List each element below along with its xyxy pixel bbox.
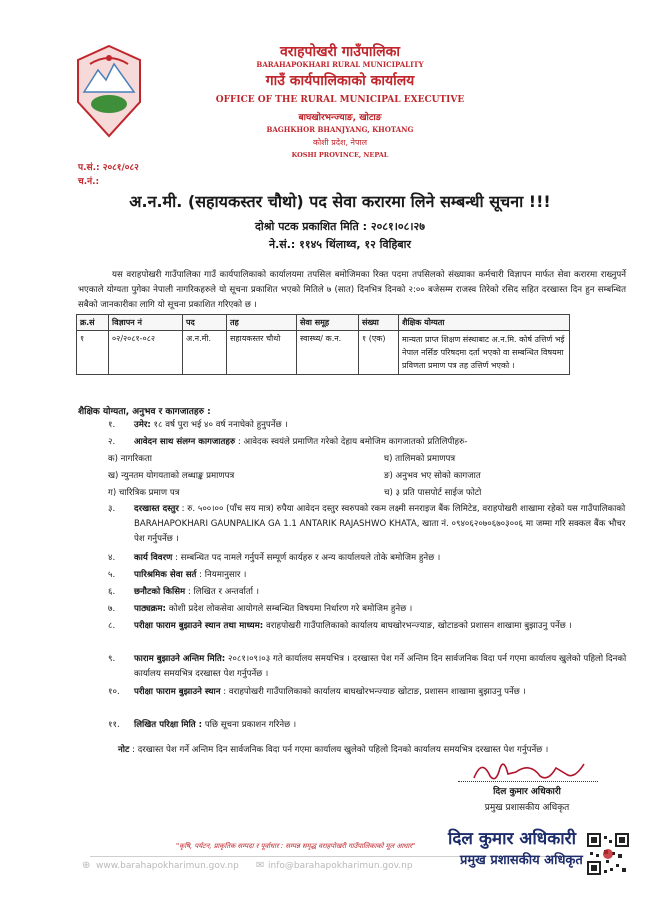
province-en: KOSHI PROVINCE, NEPAL [291,151,389,159]
signatory-title: प्रमुख प्रशासकीय अधिकृत [484,803,570,813]
item-label: आवेदन साथ संलग्न कागजातहरु [134,437,236,447]
cell-count: १ (एक) [359,331,399,375]
doc-citizenship: क) नागरिकता [108,454,152,464]
notice-title: अ.न.मी. (सहायकस्तर चौथो) पद सेवा करारमा लिने सम्बन्धी सूचना !!! [129,192,551,211]
item-label: दरखास्त दस्तुर [134,504,179,514]
th-post: पद [183,315,227,331]
item-number: ९. [108,654,116,664]
item-text: : रु. ५००।०० (पाँच सय मात्र) रुपैया आवेदन दस्तुर स्वरुपको रकम लक्ष्मी सनराइज बैंक लिमिटेड, वराहपोखरी शाखामा रहेको यस गाउँपालिकाको BARAHAPOKHARI GAUNPALIKA GA 1.1 ANTARIK RAJASHWO KHATA, खाता नं. ०९४०६२०७०६७०३००६ मा जम्मा गरि सक्कल बैंक भौचर पेश गर्नुपर्नेछ । [134,504,626,544]
item-text: : लिखित र अन्तर्वार्ता । [187,587,259,597]
item-label: पारिश्रमिक सेवा सर्त [134,570,197,580]
nepal-sambat-date: ने.सं.: ११४५ थिंलाथ्व, १२ विहिबार [269,238,411,251]
item-number: २. [108,437,116,447]
item-number: ७. [108,604,116,614]
vacancy-table [76,314,570,375]
item-syllabus [108,602,628,617]
item-exam-form-place [108,685,628,700]
item-label: कार्य विवरण [134,553,173,563]
dispatch-number: च.नं.: [78,177,100,187]
item-label: छनौटको किसिम [134,587,186,597]
doc-character: ग) चारित्रिक प्रमाण पत्र [108,488,180,498]
th-sn: क्र.सं [77,315,109,331]
doc-marksheet: ख) न्युनतम योगयताको लब्धाङ्क प्रमाणपत्र [108,471,235,481]
footer-email[interactable]: info@barahapokharimun.gov.np [268,861,413,871]
note-label: नोट [118,745,130,755]
nepal-emblem-logo [70,42,148,138]
th-count: संख्या [359,315,399,331]
mail-icon: ✉ [256,860,265,871]
item-deadline [108,652,628,682]
item-number: ४. [108,553,116,563]
cell-ad-no: ०२/२०८१-०८२ [109,331,183,375]
item-number: ८. [108,621,116,631]
letter-number: प.सं.: २०८१/०८२ [78,163,139,173]
item-documents [108,435,628,450]
municipality-name-en: BARAHAPOKHARI RURAL MUNICIPALITY [256,60,424,69]
item-number: ५. [108,570,116,580]
item-text: : आवेदक स्वयंले प्रमाणित गरेको देहाय बमोजिम कागजातको प्रतिलिपीहरु- [237,437,468,447]
item-label: परीक्षा फाराम बुझाउने स्थान तथा माध्यम: [134,621,264,631]
address-en: BAGHKHOR BHANJYANG, KHOTANG [266,125,414,134]
province-np: कोशी प्रदेश, नेपाल [312,138,368,147]
th-service-group: सेवा समूह [297,315,359,331]
item-label: फाराम बुझाउने अन्तिम मिति: [134,654,226,664]
office-name-np: गाउँ कार्यपालिकाको कार्यालय [265,73,415,89]
name-stamp-line1: दिल कुमार अधिकारी [448,829,577,849]
item-number: ३. [108,504,116,514]
item-text: १८ वर्ष पुरा भई ४० वर्ष ननाघेको हुनुपर्नेछ । [153,420,288,430]
cell-level: सहायकस्तर चौथो [227,331,297,375]
item-number: ६. [108,587,116,597]
publish-date: दोश्रो पटक प्रकाशित मिति : २०८१।०८।२७ [255,220,425,233]
item-remuneration [108,568,628,583]
office-name-en: OFFICE OF THE RURAL MUNICIPAL EXECUTIVE [215,95,465,105]
intro-paragraph: यस वराहपोखरी गाउँपालिका गाउँ कार्यपालिकाको कार्यालयमा तपसिल बमोजिमका रिक्त पदमा तपसिलको संख्याका कर्मचारी विज्ञापन मार्फत सेवा करारमा राख्नुपर्ने भएकाले योग्यता पुगेका नेपाली नागरिकहरुले यो सूचना प्रकाशित भएको मितिले ७ (सात) दिनभित्र दिनको २:०० बजेसम्म राजस्व तिरेको रसिद सहित दरखास्त दिन हुन सम्बन्धित सबैको जानकारीका लागि यो सूचना प्रकाशित गरिएको छ । [78,270,626,310]
footer-website[interactable]: www.barahapokharimun.gov.np [96,861,239,871]
cell-service-group: स्वास्थ्य/ क.न. [297,331,359,375]
item-number: १. [108,420,116,430]
item-text: २०८१।०९।०३ गते कार्यालय समयभित्र । दरखास्त पेश गर्ने अन्तिम दिन सार्वजनिक विदा पर्न गएमा कार्यालय खुलेको पहिलो दिनको कार्यालय समयभित्र दरखास्त पेश गर्नुपर्नेछ । [134,654,627,679]
item-age [108,418,628,433]
item-text: : सम्बन्धित पद नामले गर्नुपर्ने सम्पूर्ण कार्यहरु र अन्य कार्यालयले तोके बमोजिम हुनेछ । [175,553,441,563]
item-selection-type [108,585,628,600]
item-number: १०. [108,687,120,697]
footer-slogan: "कृषि, पर्यटन, प्राकृतिक सम्पदा र पूर्वाधार : सम्पन्न समृद्ध वराहपोखरी गाउँपालिकाको मूल आधार" [176,842,416,850]
item-label: लिखित परिक्षा मिति : [134,720,203,730]
item-label: पाठ्यक्रम: [134,604,166,614]
item-text: पछि सूचना प्रकाशन गरिनेछ । [204,720,297,730]
name-stamp-line2: प्रमुख प्रशासकीय अधिकृत [460,853,583,868]
doc-training: घ) तालिमको प्रमाणपत्र [384,454,456,464]
item-text: कोशी प्रदेश लोकसेवा आयोगले सम्बन्धित विषयमा निर्धारण गरे बमोजिम हुनेछ । [168,604,413,614]
address-np: बाघखोरभन्ज्याङ, खोटाङ [298,113,382,123]
cell-sn: १ [77,331,109,375]
cell-qualification: मान्यता प्राप्त शिक्षण संस्थाबाट अ.न.मि. कोर्ष उत्तिर्ण भई नेपाल नर्सिङ परिषदमा दर्ता भएको वा सम्बन्धित विषयमा प्रविणता प्रमाण पत्र तह उत्तिर्ण भएको । [399,331,570,375]
signatory-name: दिल कुमार अधिकारी [493,787,561,797]
signature-line [458,781,598,782]
doc-experience: ङ) अनुभव भए सोको कागजात [384,471,481,481]
section-heading: शैक्षिक योग्यता, अनुभव र कागजातहरु : [78,407,211,417]
municipality-name-np: वराहपोखरी गाउँपालिका [279,44,401,60]
table-header-row [77,315,570,331]
item-text: वराहपोखरी गाउँपालिकाको कार्यालय बाघखोरभन्ज्याङ, खोटाङको प्रशासन शाखामा बुझाउनु पर्नेछ । [265,621,572,631]
th-qualification: शैक्षिक योग्यता [399,315,570,331]
item-submission-place [108,619,628,634]
doc-photo: च) ३ प्रति पासपोर्ट साईज फोटो [384,488,482,498]
item-job-description [108,551,628,566]
item-application-fee [108,502,628,547]
cell-post: अ.न.मी. [183,331,227,375]
note-text: : दरखास्त पेश गर्ने अन्तिम दिन सार्वजनिक विदा पर्न गएमा कार्यालय खुलेको पहिलो दिनको कार्यालय समयभित्र दरखास्त पेश गर्नुपर्नेछ । [132,745,549,755]
item-written-exam-date [108,718,628,733]
table-row [77,331,570,375]
item-label: उमेर: [134,420,151,430]
item-number: ११. [108,720,120,730]
item-label: परीक्षा फाराम बुझाउने स्थान [134,687,221,697]
item-text: : नियमानुसार । [199,570,247,580]
qr-code-icon [586,832,630,876]
globe-icon: ⊕ [82,860,91,871]
th-level: तह [227,315,297,331]
item-text: : वराहपोखरी गाउँपालिकाको कार्यालय बाघखोरभन्ज्याङ खोटाङ, प्रशासन शाखामा बुझाउनु पर्नेछ । [223,687,526,697]
th-ad-no: विज्ञापन नं [109,315,183,331]
